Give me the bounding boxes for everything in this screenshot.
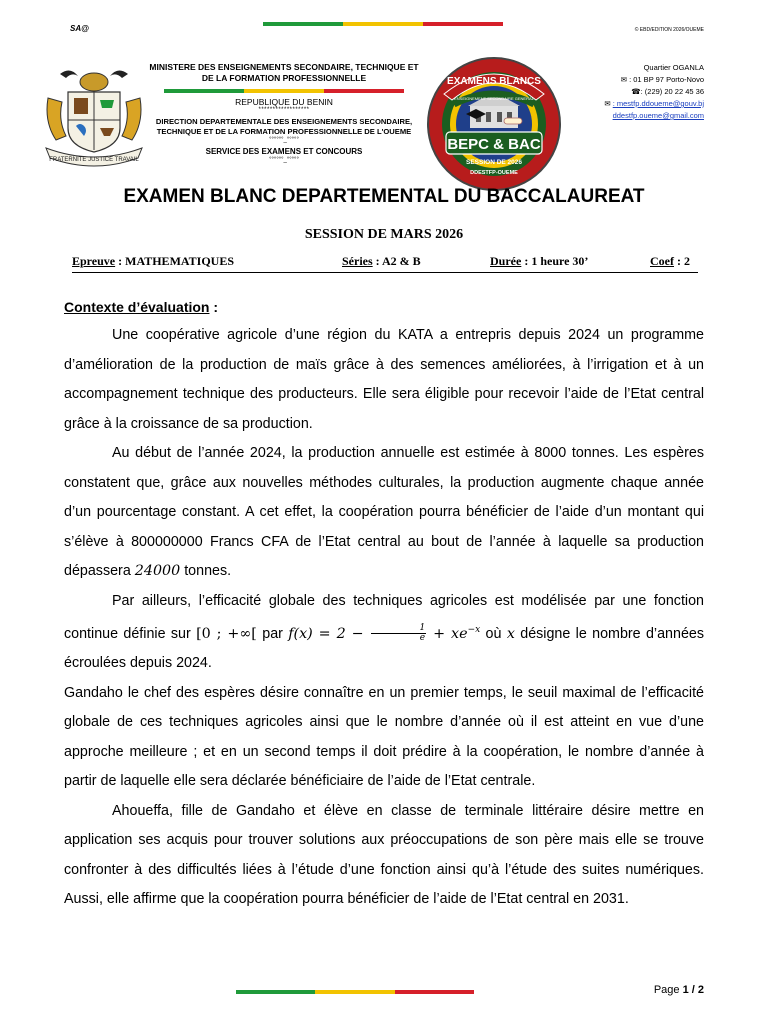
service-title: SERVICE DES EXAMENS ET CONCOURS — [205, 147, 363, 156]
exam-title: EXAMEN BLANC DEPARTEMENTAL DU BACCALAUREAT — [123, 186, 645, 207]
email-icon: ✉ — [604, 99, 613, 108]
contact-block — [604, 62, 704, 122]
badge-top-text: EXAMENS BLANCS — [447, 76, 541, 87]
dots-separator-2: °°°°°°_°°°°° — [269, 157, 299, 163]
context-heading: Contexte d’évaluation : — [64, 299, 219, 315]
svg-text:FRATERNITE JUSTICE TRAVAIL: FRATERNITE JUSTICE TRAVAIL — [49, 157, 139, 163]
badge-bottom-text: DDESTFP-OUEME — [470, 170, 518, 176]
republic-name: REPUBLIQUE DU BENIN — [235, 97, 333, 107]
duree-field: Durée : 1 heure 30’ — [490, 254, 589, 268]
badge-main-text: BEPC & BAC — [447, 136, 541, 153]
contact-address: Quartier OGANLA — [643, 63, 704, 72]
page-number: Page 1 / 2 — [653, 984, 704, 996]
benin-coat-of-arms-icon — [40, 62, 148, 170]
mailbox-icon: ✉ — [620, 75, 630, 84]
epreuve-field: Epreuve : MATHEMATIQUES — [72, 254, 235, 268]
ministry-title: MINISTERE DES ENSEIGNEMENTS SECONDAIRE, TECHNIQUE ET DE LA FORMATION PROFESSIONNELLE — [149, 62, 419, 83]
fraction-one-over-e: $\frac{1}{e}$ — [371, 624, 427, 643]
badge-session-text: SESSION DE 2026 — [466, 159, 522, 166]
paragraph-2: Au début de l’année 2024, la production annuelle est estimée à 8000 tonnes. Les espères constatent que, grâce aux nouvelles méthodes culturales, la production augmente chaque année d’un pourcentage constant. A cet effet, la coopération pourra bénéficier de l’aide d’un montant qui s’élève à 800000000 Francs CFA de l’Etat central au bout de l’année à laquelle sa production dépassera 24000 tonnes. — [64, 445, 704, 579]
paragraph-3: Par ailleurs, l’efficacité globale des techniques agricoles est modélisée par une fonction continue définie sur [0 ; +∞[ par f(x) = 2 − $\frac{1}{e}$ + $xe^{-x}$ où x désigne le nombre d’années écroulées depuis 2024. — [64, 592, 704, 672]
exam-session: SESSION DE MARS 2026 — [304, 227, 464, 242]
ministry-flag-bar — [164, 89, 404, 93]
exams-badge-logo — [424, 54, 564, 194]
contact-phone: ☎: (229) 20 22 45 36 — [631, 87, 704, 96]
ministry-header — [148, 62, 420, 164]
top-flag-bar — [263, 22, 503, 26]
context-body — [64, 321, 704, 915]
author-mark: SA@ — [70, 24, 89, 33]
badge-ribbon-text: ENSEIGNEMENT SECONDAIRE GENERAL — [454, 96, 534, 101]
coef-field: Coef : 2 — [650, 254, 690, 268]
dots-separator-1: °°°°°°_°°°°° — [269, 137, 299, 143]
paragraph-1: Une coopérative agricole d’une région du KATA a entrepris depuis 2024 un programme d’amélioration de la production de maïs grâce à des semences améliorées, à l’irrigation et à un accompagnement technique des producteurs. Elle sera éligible pour recevoir l’aide de l’Etat central grâce à la croissance de sa production. — [64, 327, 704, 432]
contact-email-2[interactable]: ddestfp.oueme@gmail.com — [612, 111, 704, 120]
series-field: Séries : A2 & B — [342, 254, 421, 268]
stars-separator: ****************** — [258, 107, 310, 113]
paragraph-4: Gandaho le chef des espères désire connaître en un premier temps, le seuil maximal de l’efficacité globale de ces techniques agricoles ainsi que le nombre d’année où il est atteint en vue d’une approche meilleure ; et en un second temps il doit prédire à la coopération, le nombre d’année à partir de laquelle elle sera déclarée bénéficiaire de l’aide de l’Etat centrale. — [64, 684, 704, 790]
exam-meta-row — [72, 253, 698, 273]
contact-email-1[interactable]: ✉ : mestfp.ddoueme@gouv.bj — [604, 99, 704, 108]
bottom-flag-bar — [236, 990, 474, 994]
direction-title: DIRECTION DEPARTEMENTALE DES ENSEIGNEMENTS SECONDAIRE, TECHNIQUE ET DE LA FORMATION PROFESSIONNELLE DE L'OUEME — [155, 117, 413, 136]
copyright-notice: © EBD/EDITION 2026/OUEME — [634, 27, 704, 33]
paragraph-5: Ahoueffa, fille de Gandaho et élève en classe de terminale littéraire désire mettre en application ses acquis pour trouver solutions aux préoccupations de son père mais elle se trouve confronter à des difficultés liées à l’étude d’une fonction ainsi qu’à l’étude des suites numériques. Aussi, elle affirme que la coopération pourra bénéficier de l’aide de l’Etat central en 2031. — [64, 802, 704, 908]
contact-po-box: ✉ : 01 BP 97 Porto-Novo — [620, 75, 704, 84]
phone-icon: ☎ — [631, 87, 641, 96]
